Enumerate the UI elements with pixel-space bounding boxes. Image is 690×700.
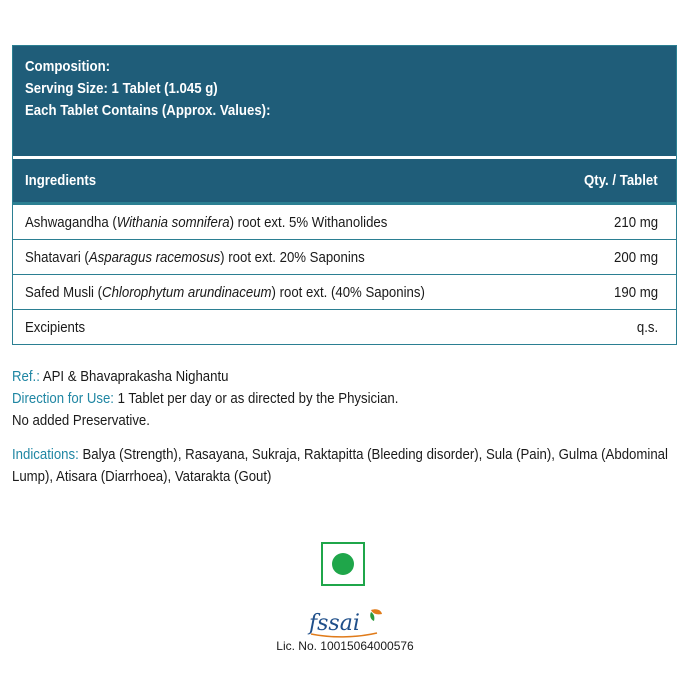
fssai-logo-text: fssai xyxy=(309,611,360,636)
indications-label: Indications: xyxy=(12,446,79,463)
vegetarian-mark-icon xyxy=(321,542,365,586)
ingredient-name: Excipients xyxy=(25,318,86,336)
composition-heading: Composition: xyxy=(25,58,111,75)
ingredient-name: Safed Musli (Chlorophytum arundinaceum) root ext. (40% Saponins) xyxy=(25,283,425,301)
composition-panel xyxy=(12,45,677,345)
product-info xyxy=(12,366,678,488)
serving-size: Serving Size: 1 Tablet (1.045 g) xyxy=(25,80,218,97)
ingredient-qty: q.s. xyxy=(636,318,658,336)
each-tablet-contains: Each Tablet Contains (Approx. Values): xyxy=(25,102,271,119)
indications-line xyxy=(12,444,681,488)
ingredient-qty: 190 mg xyxy=(613,283,658,301)
ingredient-qty: 200 mg xyxy=(613,248,658,266)
veg-dot xyxy=(332,553,354,575)
ref-label: Ref.: xyxy=(12,368,40,385)
col-qty: Qty. / Tablet xyxy=(584,172,658,189)
table-row xyxy=(13,274,676,309)
fssai-logo xyxy=(305,606,385,640)
ref-text: API & Bhavaprakasha Nighantu xyxy=(39,368,229,385)
ingredient-qty: 210 mg xyxy=(613,213,658,231)
no-preservative: No added Preservative. xyxy=(12,412,150,429)
ingredient-name: Ashwagandha (Withania somnifera) root ext. 5% Withanolides xyxy=(25,213,388,231)
table-row xyxy=(13,204,676,239)
direction-text: 1 Tablet per day or as directed by the Physician. xyxy=(113,390,399,407)
direction-line xyxy=(12,388,678,410)
composition-header xyxy=(13,46,676,156)
table-row xyxy=(13,239,676,274)
reference-line xyxy=(12,366,678,388)
license-number: Lic. No. 10015064000576 xyxy=(276,639,414,653)
ingredient-name: Shatavari (Asparagus racemosus) root ext. 20% Saponins xyxy=(25,248,365,266)
table-row xyxy=(13,309,676,344)
direction-label: Direction for Use: xyxy=(12,390,114,407)
col-ingredients: Ingredients xyxy=(25,172,97,189)
indications-text: Balya (Strength), Rasayana, Sukraja, Raktapitta (Bleeding disorder), Sula (Pain), Gulma (Abdominal Lump), Atisara (Diarrhoea), Vatarakta (Gout) xyxy=(12,446,668,485)
ingredients-table-header xyxy=(13,159,676,204)
